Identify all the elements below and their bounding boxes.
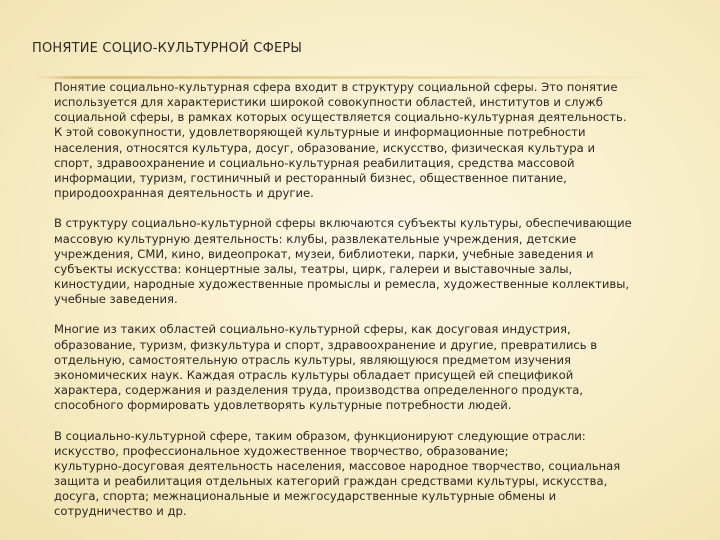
title-divider: [36, 76, 676, 79]
paragraph-structure: [54, 216, 694, 307]
text-line: киностудии, народные художественные промыслы и ремесла, художественные коллективы,: [54, 277, 630, 292]
text-line: субъекты искусства: концертные залы, театры, цирк, галереи и выставочные залы,: [54, 261, 573, 276]
text-line: защита и реабилитация отдельных категорий граждан средствами культуры, искусства,: [54, 474, 608, 489]
text-line: используется для характеристики широкой совокупности областей, институтов и служб: [54, 95, 603, 110]
text-line: природоохранная деятельность и другие.: [54, 186, 314, 201]
text-line: досуга, спорта; межнациональные и межгосударственные культурные обмены и: [54, 489, 557, 504]
text-line: искусство, профессиональное художественное творчество, образование;: [54, 443, 509, 458]
paragraph-branches: [54, 322, 694, 413]
text-line: В социально-культурной сфере, таким образом, функционируют следующие отрасли:: [54, 428, 586, 443]
text-line: социальной сферы, в рамках которых осуществляется социально-культурная деятельность.: [54, 110, 627, 125]
text-line: экономических наук. Каждая отрасль культуры обладает присущей ей спецификой: [54, 367, 574, 382]
text-line: Понятие социально-культурная сфера входит в структуру социальной сферы. Это понятие: [54, 80, 618, 94]
text-line: отдельную, самостоятельную отрасль культуры, являющуюся предметом изучения: [54, 352, 571, 367]
text-line: учреждения, СМИ, кино, видеопрокат, музеи, библиотеки, парки, учебные заведения и: [54, 246, 594, 261]
paragraph-definition: [54, 80, 694, 201]
paragraph-industries: [54, 429, 694, 520]
text-line: В структуру социально-культурной сферы включаются субъекты культуры, обеспечивающие: [54, 216, 632, 231]
text-line: Многие из таких областей социально-культурной сферы, как досуговая индустрия,: [54, 322, 571, 337]
slide-title: ПОНЯТИЕ СОЦИО-КУЛЬТУРНОЙ СФЕРЫ: [32, 41, 303, 56]
text-line: сотрудничество и др.: [54, 504, 187, 519]
slide-body: [54, 80, 694, 535]
text-line: культурно-досуговая деятельность населения, массовое народное творчество, социальная: [54, 458, 621, 473]
text-line: учебные заведения.: [54, 292, 178, 307]
text-line: массовую культурную деятельность: клубы, развлекательные учреждения, детские: [54, 231, 577, 246]
text-line: спорт, здравоохранение и социально-культурная реабилитация, средства массовой: [54, 155, 575, 170]
text-line: образование, туризм, физкультура и спорт, здравоохранение и другие, превратились в: [54, 337, 598, 352]
text-line: способного формировать удовлетворять культурные потребности людей.: [54, 398, 512, 413]
text-line: населения, относятся культура, досуг, образование, искусство, физическая культура и: [54, 140, 595, 155]
text-line: характера, содержания и разделения труда, производства определенного продукта,: [54, 383, 584, 398]
text-line: информации, туризм, гостиничный и ресторанный бизнес, общественное питание,: [54, 170, 567, 185]
text-line: К этой совокупности, удовлетворяющей культурные и информационные потребности: [54, 125, 586, 140]
